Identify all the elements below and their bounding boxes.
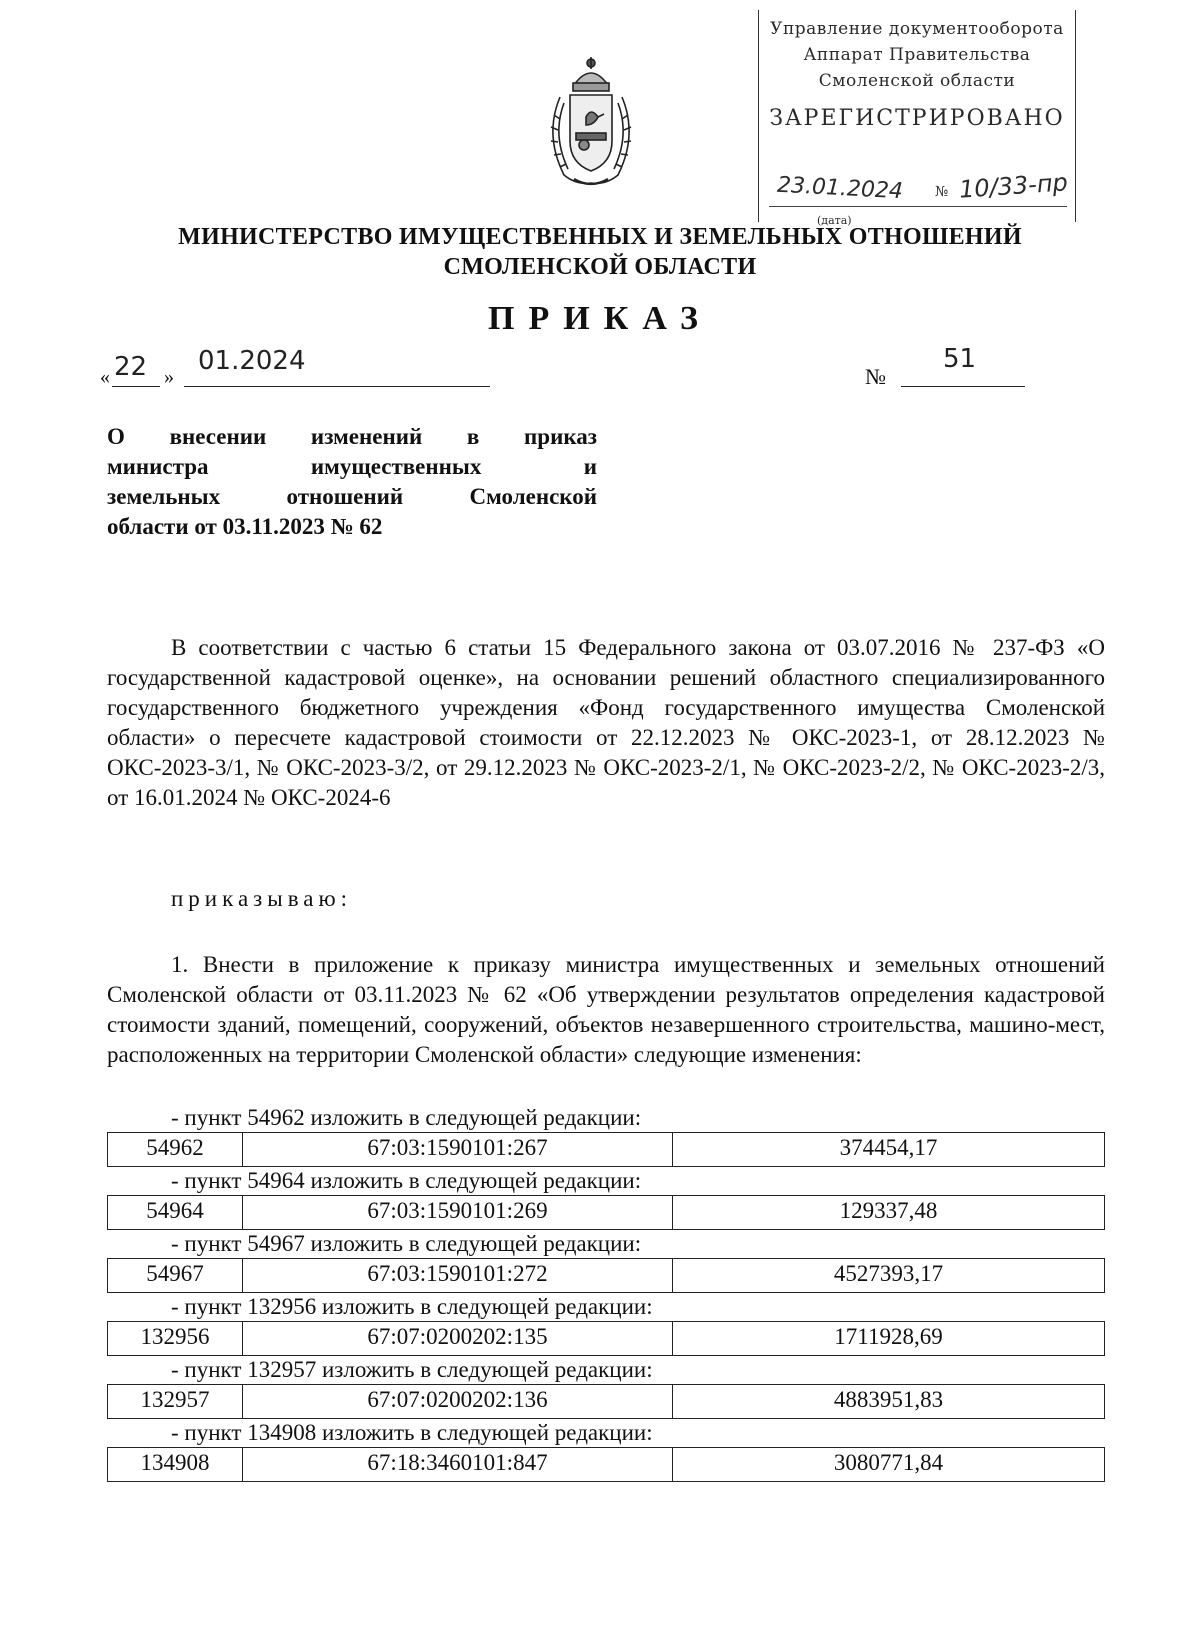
table-row: [107, 1321, 1105, 1356]
cell-cadastral-value: 4883951,83: [833, 1387, 944, 1412]
stamp-registered: ЗАРЕГИСТРИРОВАНО: [769, 106, 1065, 131]
date-day-underline: [112, 386, 160, 387]
subject-line-2: министра имущественных и: [107, 454, 597, 479]
cell-cadastral-value: 129337,48: [839, 1198, 938, 1223]
stamp-handwritten-date: 23.01.2024: [776, 172, 904, 205]
clause-1-paragraph: 1. Внести в приложение к приказу министра имущественных и земельных отношений Смоленской области от 03.11.2023 № 62 «Об утверждении результатов определения кадастровой стоимости зданий, помещений, сооружений, объектов незавершенного строительства, машино-мест, расположенных на территории Смоленской области» следующие изменения:: [107, 952, 1105, 1067]
stamp-handwritten-number: 10/33-пр: [958, 168, 1069, 204]
table-row: [107, 1132, 1105, 1167]
stamp-date-box: [767, 168, 1069, 227]
cell-point: 132956: [108, 1322, 243, 1355]
coat-of-arms-drawing: [540, 55, 642, 190]
ministry-heading: [0, 222, 1200, 282]
smolensk-coat-of-arms-icon: [540, 55, 642, 190]
amendment-item: [107, 1104, 1105, 1167]
cell-cadastral-number: 67:07:0200202:135: [243, 1322, 673, 1355]
cell-cadastral-number: 67:03:1590101:272: [243, 1259, 673, 1292]
stamp-underline: [769, 206, 1067, 207]
amendment-item: [107, 1230, 1105, 1293]
order-number-sign: №: [865, 364, 886, 389]
stamp-line-2: Аппарат Правительства: [803, 45, 1031, 65]
cell-point: 132957: [108, 1385, 243, 1418]
cell-cadastral-number: 67:03:1590101:269: [243, 1196, 673, 1229]
registration-stamp: [758, 10, 1076, 227]
item-caption: - пункт 134908 изложить в следующей редакции:: [171, 1420, 653, 1445]
item-caption: - пункт 54967 изложить в следующей редакции:: [171, 1231, 642, 1256]
item-caption: - пункт 132956 изложить в следующей редакции:: [171, 1294, 653, 1319]
amendment-item: [107, 1167, 1105, 1230]
amendment-item: [107, 1356, 1105, 1419]
table-row: [107, 1384, 1105, 1419]
stamp-line-3: Смоленской области: [818, 71, 1016, 91]
preamble-paragraph: В соответствии с частью 6 статьи 15 Федерального закона от 03.07.2016 № 237-ФЗ «О государственной кадастровой оценке», на основании решений областного специализированного государственного бюджетного учреждения «Фонд государственного имущества Смоленской области» о пересчете кадастровой стоимости от 22.12.2023 № ОКС-2023-1, от 28.12.2023 № ОКС-2023-3/1, № ОКС-2023-3/2, от 29.12.2023 № ОКС-2023-2/1, № ОКС-2023-2/2, № ОКС-2023-2/3, от 16.01.2024 № ОКС-2024-6: [107, 635, 1105, 810]
amendment-item: [107, 1419, 1105, 1482]
cell-cadastral-number: 67:07:0200202:136: [243, 1385, 673, 1418]
cell-cadastral-value: 374454,17: [839, 1135, 938, 1160]
subject-line-3: земельных отношений Смоленской: [107, 484, 597, 509]
date-month-year-underline: [184, 386, 490, 387]
cell-point: 54967: [108, 1259, 243, 1292]
table-row: [107, 1447, 1105, 1482]
item-caption: - пункт 132957 изложить в следующей редакции:: [171, 1357, 653, 1382]
cell-cadastral-value: 4527393,17: [833, 1261, 944, 1286]
item-caption: - пункт 54962 изложить в следующей редакции:: [171, 1105, 642, 1130]
stamp-date-caption: (дата): [817, 214, 852, 227]
cell-cadastral-number: 67:03:1590101:267: [243, 1133, 673, 1166]
date-month-year-handwritten: 01.2024: [198, 346, 306, 376]
cell-cadastral-number: 67:18:3460101:847: [243, 1448, 673, 1481]
amendment-items: [107, 1104, 1105, 1482]
stamp-number-sign: №: [935, 184, 949, 200]
date-open-quote: «: [100, 366, 110, 388]
item-caption: - пункт 54964 изложить в следующей редакции:: [171, 1168, 642, 1193]
table-row: [107, 1195, 1105, 1230]
cell-point: 134908: [108, 1448, 243, 1481]
amendment-item: [107, 1293, 1105, 1356]
cell-cadastral-value: 3080771,84: [833, 1450, 944, 1475]
date-day-handwritten: 22: [114, 352, 148, 382]
subject-line-1: О внесении изменений в приказ: [107, 424, 597, 449]
cell-point: 54962: [108, 1133, 243, 1166]
date-close-quote: »: [164, 366, 174, 388]
cell-cadastral-value: 1711928,69: [834, 1324, 943, 1349]
order-word: приказываю:: [171, 886, 353, 911]
order-number-underline: [901, 386, 1025, 387]
order-subject: [107, 422, 597, 542]
table-row: [107, 1258, 1105, 1293]
document-type-title: ПРИКАЗ: [488, 300, 712, 337]
cell-point: 54964: [108, 1196, 243, 1229]
ministry-heading-line-1: МИНИСТЕРСТВО ИМУЩЕСТВЕННЫХ И ЗЕМЕЛЬНЫХ ОТНОШЕНИЙ: [178, 224, 1022, 250]
ministry-heading-line-2: СМОЛЕНСКОЙ ОБЛАСТИ: [443, 254, 757, 280]
stamp-line-1: Управление документооборота: [770, 19, 1064, 39]
subject-line-4: области от 03.11.2023 № 62: [107, 514, 383, 539]
order-number: [865, 344, 1025, 392]
order-number-handwritten: 51: [943, 344, 977, 374]
